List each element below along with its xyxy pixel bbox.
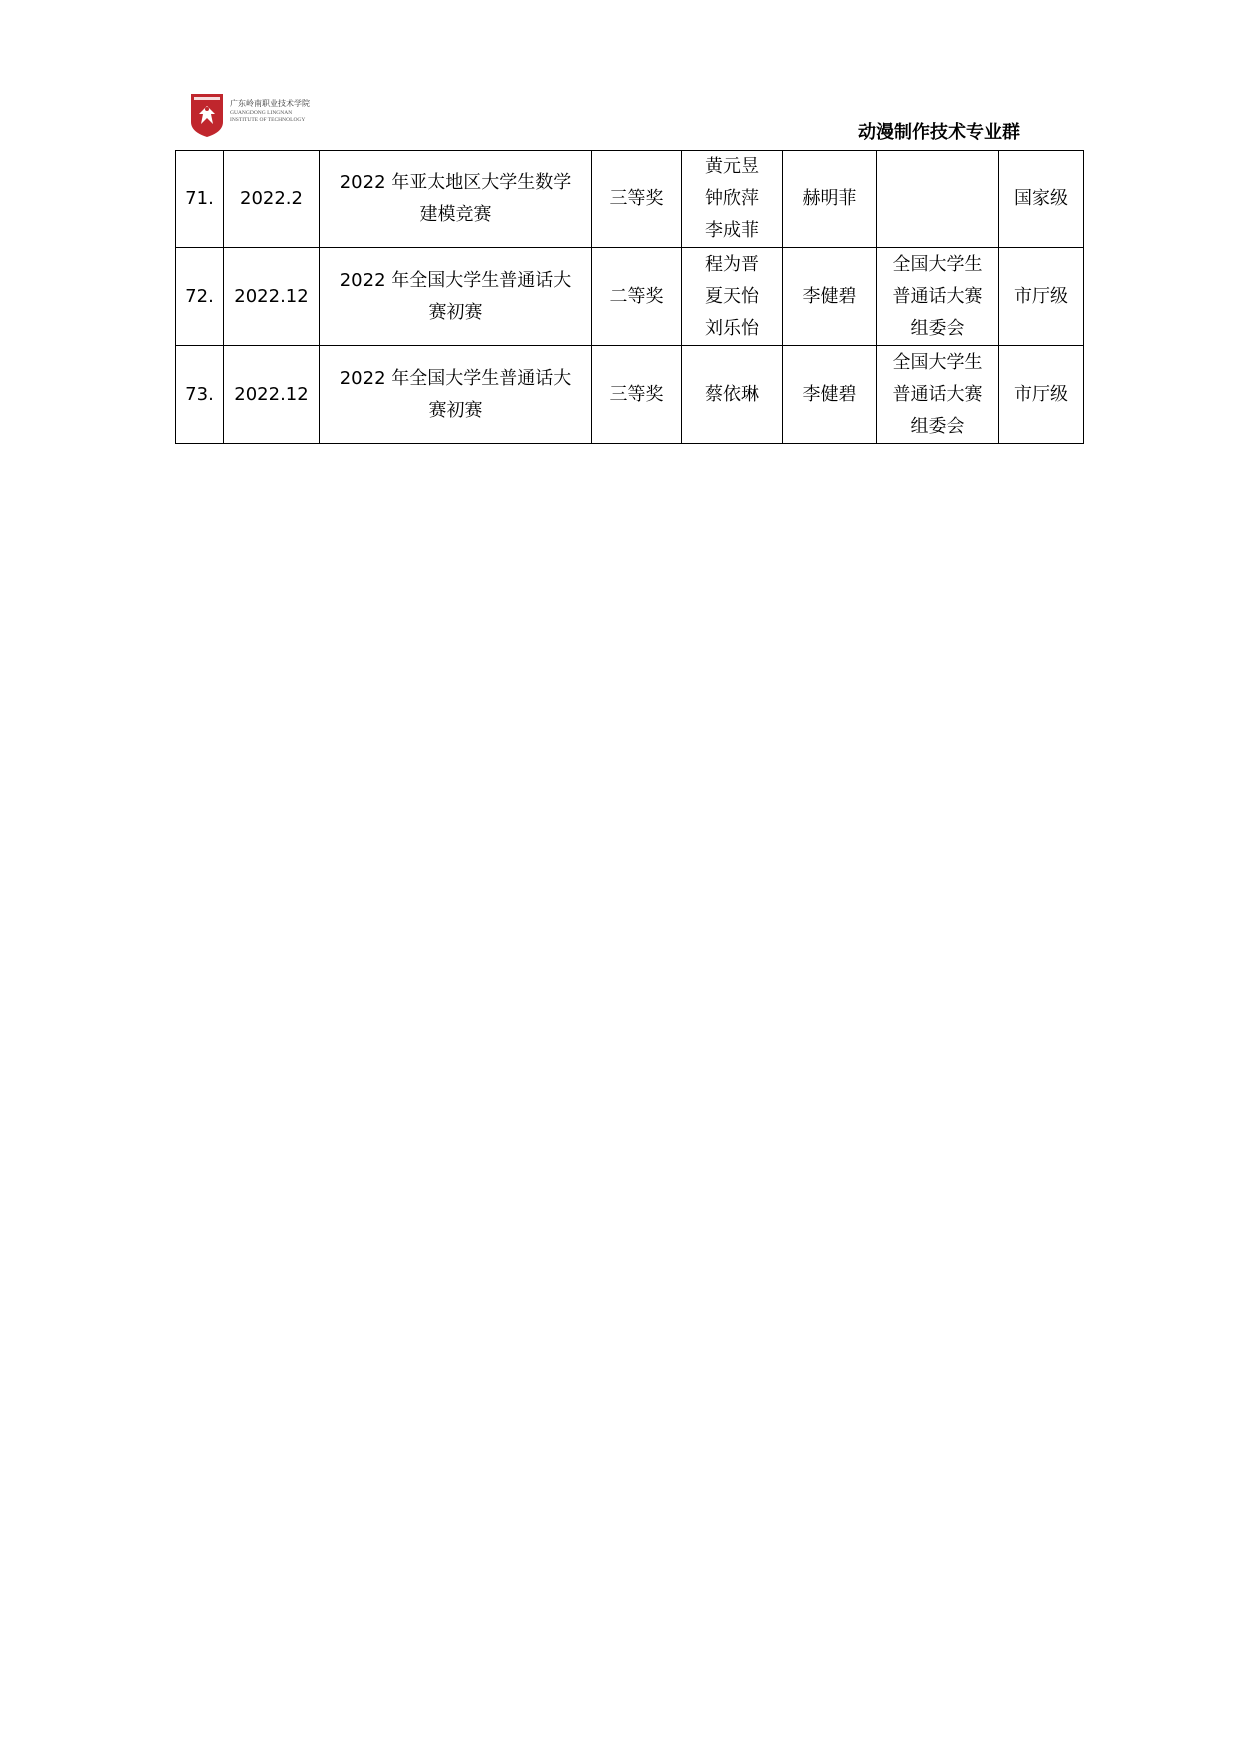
school-name-cn: 广东岭南职业技术学院 — [230, 99, 310, 108]
organizer-line: 普通话大赛 — [892, 383, 983, 405]
row-number: 73. — [176, 346, 224, 444]
organizer-cell — [877, 346, 999, 444]
organizer-line: 普通话大赛 — [892, 285, 983, 307]
row-number: 72. — [176, 248, 224, 346]
organizer-line: 全国大学生 — [892, 253, 983, 275]
competition-name: 2022 年亚太地区大学生数学建模竞赛 — [320, 151, 592, 248]
organizer-line: 组委会 — [910, 317, 965, 339]
awards-table — [175, 150, 1084, 444]
school-emblem-icon — [190, 92, 224, 138]
award-date: 2022.12 — [224, 248, 320, 346]
school-name-en — [230, 110, 305, 124]
competition-level: 市厅级 — [999, 248, 1084, 346]
award-level: 三等奖 — [592, 151, 682, 248]
student-name: 蔡依琳 — [705, 383, 759, 405]
award-date: 2022.12 — [224, 346, 320, 444]
school-name-en-line2: INSTITUTE OF TECHNOLOGY — [230, 117, 306, 123]
award-date: 2022.2 — [224, 151, 320, 248]
student-name: 钟欣萍 — [705, 188, 759, 209]
award-level: 二等奖 — [592, 248, 682, 346]
organizer-cell — [877, 248, 999, 346]
student-name: 程为晋 — [705, 253, 759, 275]
student-name: 夏天怡 — [705, 285, 759, 307]
organizer-cell — [877, 151, 999, 248]
student-name: 黄元昱 — [705, 156, 759, 177]
teacher-name: 李健碧 — [783, 346, 877, 444]
students-cell — [682, 151, 783, 248]
table-row — [176, 346, 1084, 444]
competition-level: 市厅级 — [999, 346, 1084, 444]
competition-level: 国家级 — [999, 151, 1084, 248]
page-header-title: 动漫制作技术专业群 — [858, 122, 1020, 143]
students-cell — [682, 346, 783, 444]
teacher-name: 赫明菲 — [783, 151, 877, 248]
student-name: 刘乐怡 — [705, 317, 759, 339]
organizer-line: 组委会 — [910, 415, 965, 437]
competition-name: 2022 年全国大学生普通话大赛初赛 — [320, 346, 592, 444]
organizer-line: 全国大学生 — [892, 351, 983, 373]
row-number: 71. — [176, 151, 224, 248]
award-level: 三等奖 — [592, 346, 682, 444]
teacher-name: 李健碧 — [783, 248, 877, 346]
competition-name: 2022 年全国大学生普通话大赛初赛 — [320, 248, 592, 346]
student-name: 李成菲 — [705, 220, 759, 241]
table-row — [176, 248, 1084, 346]
school-name-en-line1: GUANGDONG LINGNAN — [230, 110, 293, 116]
school-logo — [190, 92, 330, 140]
students-cell — [682, 248, 783, 346]
table-row — [176, 151, 1084, 248]
